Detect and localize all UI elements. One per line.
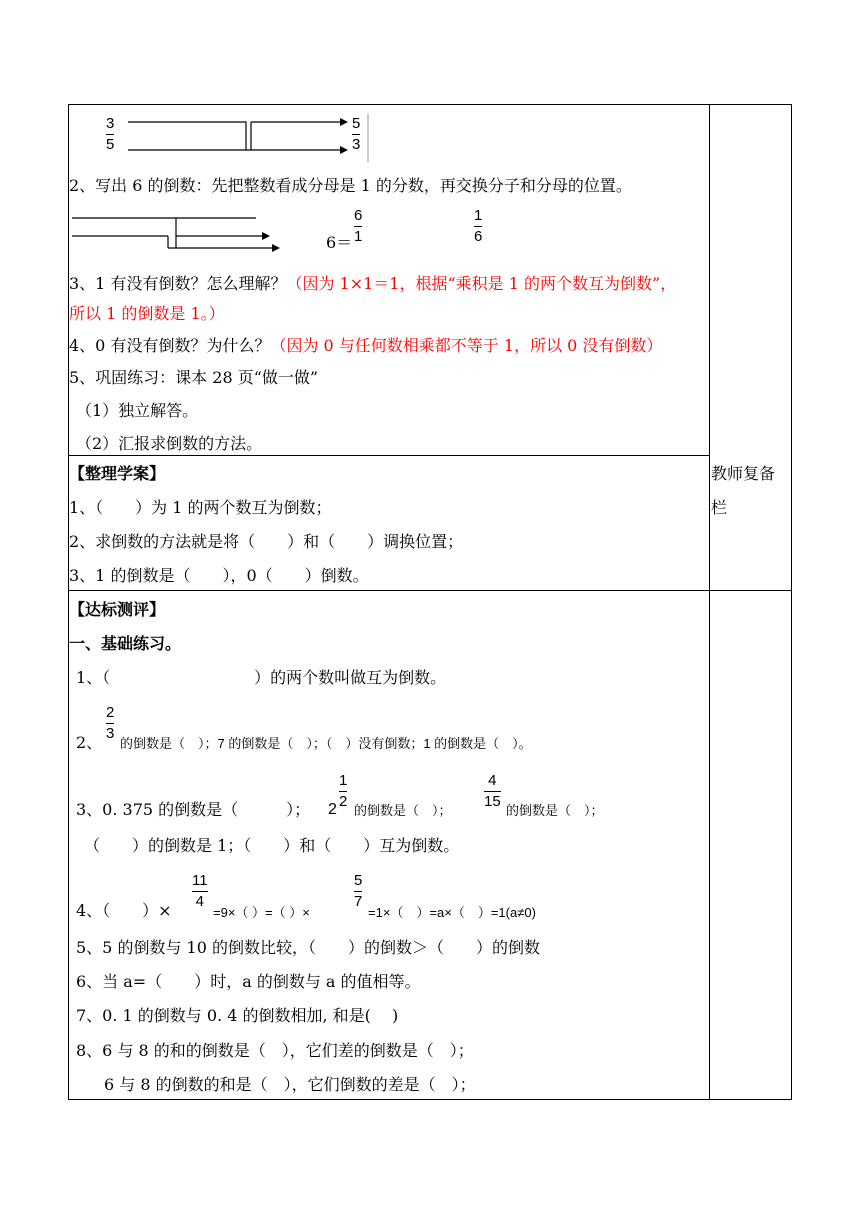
question-1: 1、（ ）的两个数叫做互为倒数。 xyxy=(76,668,447,687)
assessment-heading: 【达标测评】 xyxy=(69,600,166,619)
question-4-end: =1×（ ）=a×（ ）=1(a≠0) xyxy=(368,905,536,920)
question-2-prefix: 2、 xyxy=(76,733,103,752)
question-3-end: 的倒数是（ ）； xyxy=(506,803,604,818)
summary-item-2: 2、求倒数的方法就是将（ ）和（ ）调换位置； xyxy=(69,532,464,551)
question-8-line-2: 6 与 8 的倒数的和是（ ），它们倒数的差是（ ）； xyxy=(104,1075,476,1094)
question-3-mid: 的倒数是（ ）； xyxy=(354,803,452,818)
question-8-line-1: 8、6 与 8 的和的倒数是（ ），它们差的倒数是（ ）； xyxy=(76,1041,474,1060)
fraction-5-7: 5 7 xyxy=(354,872,363,910)
question-3-prefix: 3、0. 375 的倒数是（ ）； xyxy=(76,800,311,819)
fraction-3-5: 3 5 xyxy=(106,115,115,153)
fraction-4-15: 4 15 xyxy=(484,772,501,810)
item-4-answer: （因为 0 与任何数相乘都不等于 1，所以 0 没有倒数） xyxy=(270,336,663,355)
question-5: 5、5 的倒数与 10 的倒数比较，（ ）的倒数＞（ ）的倒数 xyxy=(76,938,540,957)
item-5-sub-2: （2）汇报求倒数的方法。 xyxy=(76,434,263,453)
question-2-text: 的倒数是（ ）；7 的倒数是（ ）；（ ）没有倒数；1 的倒数是（ ）。 xyxy=(120,736,532,751)
item-3-question: 3、1 有没有倒数？怎么理解？ xyxy=(69,274,287,293)
fraction-1-6: 1 6 xyxy=(474,207,483,245)
item-3-answer-line-1: （因为 1×1＝1，根据“乘积是 1 的两个数互为倒数”， xyxy=(286,274,677,293)
item-2-equation-prefix: 6＝ xyxy=(326,233,353,252)
section-1-heading: 一、基础练习。 xyxy=(69,634,182,653)
fraction-11-4: 11 4 xyxy=(192,872,208,910)
item-5-text: 5、巩固练习：课本 28 页“做一做” xyxy=(69,368,319,387)
question-4-prefix: 4、（ ）× xyxy=(76,901,172,920)
mixed-number-whole: 2 xyxy=(328,801,337,818)
summary-item-3: 3、1 的倒数是（ ），0（ ）倒数。 xyxy=(69,566,369,585)
summary-heading: 【整理学案】 xyxy=(69,464,166,483)
item-4-line xyxy=(69,336,662,356)
side-column-label-line-2: 栏 xyxy=(711,498,728,517)
item-5-sub-1: （1）独立解答。 xyxy=(76,401,199,420)
item-3-answer-line-2: 所以 1 的倒数是 1。） xyxy=(69,304,225,323)
question-3-line-2: （ ）的倒数是 1；（ ）和（ ）互为倒数。 xyxy=(84,836,460,855)
fraction-2-3: 2 3 xyxy=(106,704,115,742)
item-4-question: 4、0 有没有倒数？为什么？ xyxy=(69,336,271,355)
fraction-5-3: 5 3 xyxy=(352,115,361,153)
question-7: 7、0. 1 的倒数与 0. 4 的倒数相加, 和是( ) xyxy=(76,1006,399,1025)
item-3-line-1 xyxy=(69,274,676,294)
fraction-6-1: 6 1 xyxy=(354,207,363,245)
question-4-mid: =9×（ ）=（ ）× xyxy=(213,905,310,920)
item-2-text: 2、写出 6 的倒数：先把整数看成分母是 1 的分数，再交换分子和分母的位置。 xyxy=(69,176,632,195)
question-6: 6、当 a=（ ）时，a 的倒数与 a 的值相等。 xyxy=(76,972,421,991)
fraction-1-2: 1 2 xyxy=(339,772,348,810)
summary-item-1: 1、（ ）为 1 的两个数互为倒数； xyxy=(69,498,332,517)
side-column-label-line-1: 教师复备 xyxy=(711,464,776,483)
